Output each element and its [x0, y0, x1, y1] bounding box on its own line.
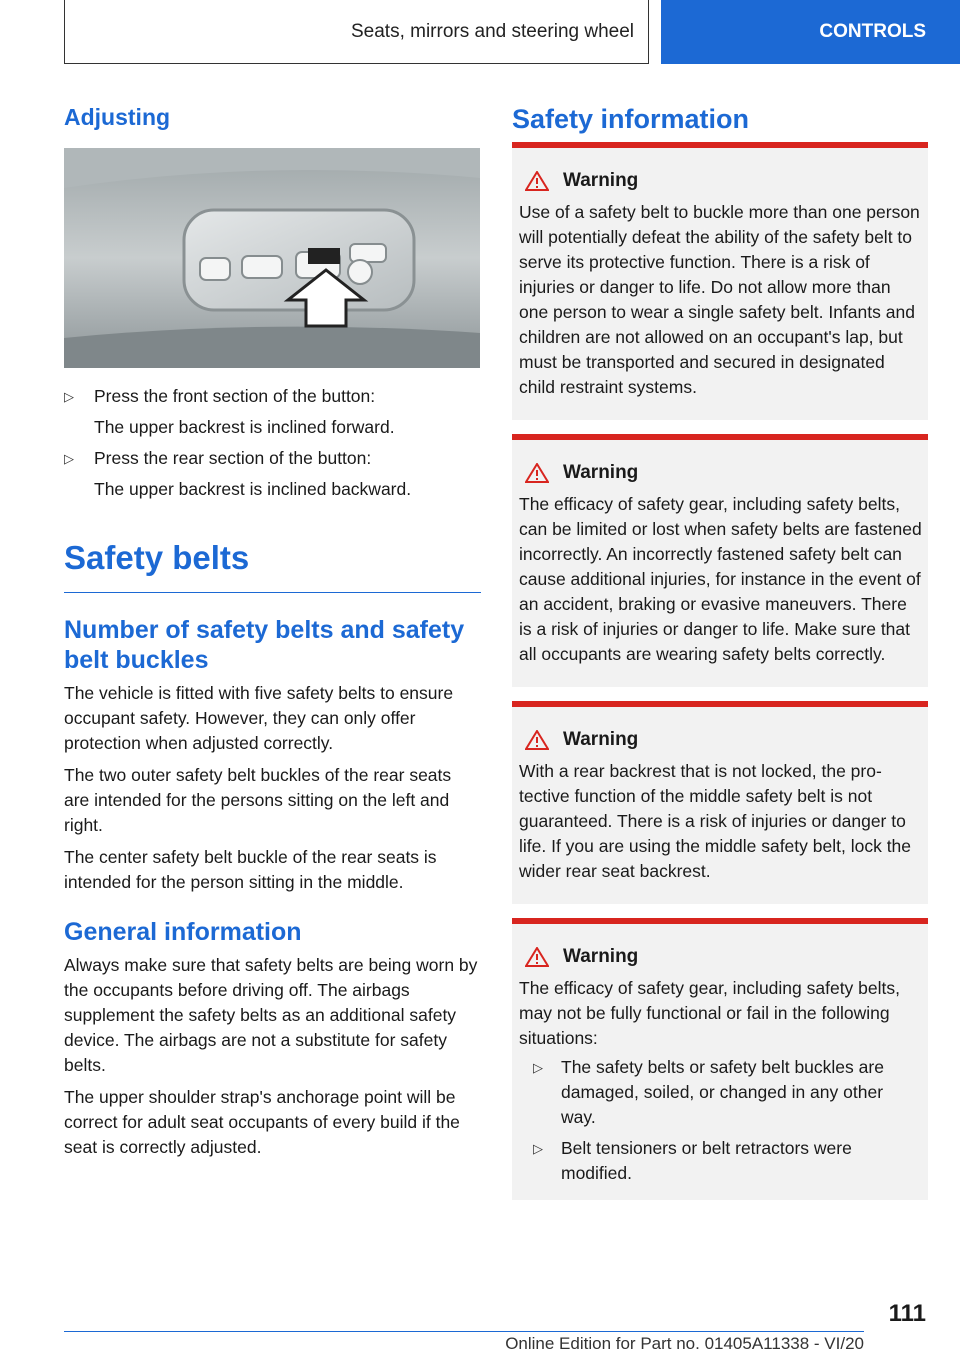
heading-divider	[64, 592, 481, 593]
adjusting-steps	[64, 384, 481, 502]
safety-belts-heading: Safety belts	[64, 539, 250, 576]
step-result: The upper backrest is inclined forward.	[94, 417, 395, 437]
warning-box	[512, 918, 928, 1200]
warning-text: The efficacy of safety gear, including safety belts, can be limited or lost when safety belts are fastened incorrectly. An incorrectly fastened safety belt can cause additional injuries, for instance in the event of an accident, braking or evasive maneuvers. There is a risk of injuries or danger to life. Make sure that all occupants are wearing safety belts correctly.	[519, 494, 922, 664]
step-text: Press the rear section of the button:	[94, 448, 372, 468]
list-item	[64, 446, 481, 502]
page-number: 111	[888, 1300, 926, 1327]
list-item	[519, 1136, 922, 1186]
safety-information-heading: Safety information	[512, 104, 750, 134]
warning-box	[512, 434, 928, 687]
left-column	[64, 100, 481, 1167]
warning-conditions	[519, 1055, 922, 1186]
warning-header	[519, 462, 922, 484]
triangle-right-icon: ▷	[533, 1141, 543, 1156]
right-column	[512, 100, 928, 1200]
warning-triangle-icon	[525, 463, 549, 483]
triangle-right-icon: ▷	[64, 451, 74, 466]
paragraph: The vehicle is fitted with five safety belts to ensure occupant safety. However, they can only offer protection when adjusted correctly.	[64, 683, 454, 753]
warning-box	[512, 701, 928, 904]
seat-button-illustration	[64, 148, 480, 368]
warning-label: Warning	[563, 946, 639, 967]
paragraph: The center safety belt buckle of the rear seats is intended for the person sitting in the middle.	[64, 847, 437, 892]
chapter-tab	[661, 0, 960, 64]
chapter-label: CONTROLS	[819, 21, 926, 42]
condition-text: The safety belts or safety belt buckles are damaged, soiled, or changed in any other way.	[561, 1057, 884, 1127]
warning-header	[519, 946, 922, 968]
paragraph: Always make sure that safety belts are being worn by the occupants before driving off. The airbags supplement the safety belts as an additional safety device. The airbags are not a substitute for safety belts.	[64, 955, 478, 1075]
list-item	[64, 384, 481, 440]
number-of-belts-heading: Number of safety belts and safety belt buckles	[64, 616, 465, 674]
warning-text: The efficacy of safety gear, including safety belts, may not be fully functional or fail in the following situations:	[519, 978, 901, 1048]
footer-edition: Online Edition for Part no. 01405A11338 - VI/20	[505, 1334, 864, 1353]
running-header-section	[64, 0, 649, 64]
warning-label: Warning	[563, 462, 639, 483]
warning-text: Use of a safety belt to buckle more than one person will potentially defeat the ability of the safety belt to serve its protective function. There is a risk of injuries or danger to life. Do not allow more than one person to wear a single safety belt. Infants and children are not allowed on an occupant's lap, but must be transported and secured in designated child restraint systems.	[519, 202, 920, 397]
list-item	[519, 1055, 922, 1130]
warning-text: With a rear backrest that is not locked, the protective function of the middle safety belt is not guaranteed. There is a risk of injuries or danger to life. If you are using the middle safety belt, lock the wider rear seat backrest.	[519, 761, 912, 881]
section-title: Seats, mirrors and steering wheel	[350, 20, 634, 42]
step-result: The upper backrest is inclined backward.	[94, 479, 412, 499]
triangle-right-icon: ▷	[533, 1060, 543, 1075]
warning-box	[512, 142, 928, 420]
adjusting-heading: Adjusting	[64, 104, 171, 130]
paragraph: The upper shoulder strap's anchorage point will be correct for adult seat occupants of every build if the seat is correctly adjusted.	[64, 1087, 460, 1157]
step-text: Press the front section of the button:	[94, 386, 376, 406]
footer-divider	[64, 1331, 864, 1332]
warning-triangle-icon	[525, 171, 549, 191]
condition-text: Belt tensioners or belt retractors were modified.	[561, 1138, 852, 1183]
warning-header	[519, 170, 922, 192]
warning-header	[519, 729, 922, 751]
triangle-right-icon: ▷	[64, 389, 74, 404]
warning-label: Warning	[563, 729, 639, 750]
general-information-heading: General information	[64, 918, 302, 946]
warning-label: Warning	[563, 170, 639, 191]
warning-triangle-icon	[525, 947, 549, 967]
warning-triangle-icon	[525, 730, 549, 750]
paragraph: The two outer safety belt buckles of the rear seats are intended for the persons sitting on the left and right.	[64, 765, 452, 835]
